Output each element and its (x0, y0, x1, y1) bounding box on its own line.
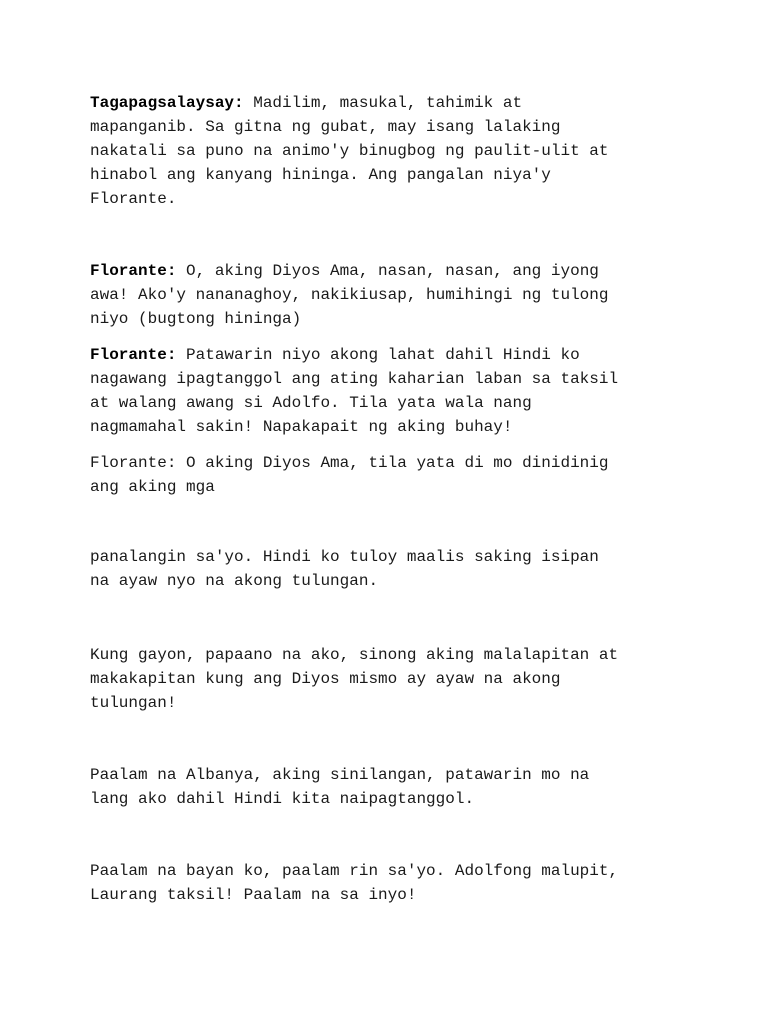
farewell-paragraph-2 (90, 859, 690, 907)
continuation-paragraph-1 (90, 545, 690, 593)
dialogue-text: Paalam na bayan ko, paalam rin sa'yo. Adolfong malupit, Laurang taksil! Paalam na sa inyo! (90, 862, 619, 904)
dialogue-text: Patawarin niyo akong lahat dahil Hindi ko nagawang ipagtanggol ang ating kaharian laban sa taksil at walang awang si Adolfo. Tila yata wala nang nagmamahal sakin! Napakapait ng aking buhay! (90, 346, 619, 436)
dialogue-text: Paalam na Albanya, aking sinilangan, patawarin mo na lang ako dahil Hindi kita naipagtanggol. (90, 766, 590, 808)
florante-paragraph-2 (90, 343, 690, 439)
dialogue-text: panalangin sa'yo. Hindi ko tuloy maalis saking isipan na ayaw nyo na akong tulungan. (90, 548, 599, 590)
speaker-label: Florante: (90, 346, 177, 364)
dialogue-text: Florante: O aking Diyos Ama, tila yata di mo dinidinig ang aking mga (90, 454, 609, 496)
continuation-paragraph-2 (90, 643, 690, 715)
narrator-paragraph (90, 91, 690, 211)
florante-paragraph-1 (90, 259, 690, 331)
florante-paragraph-3 (90, 451, 690, 499)
dialogue-text: O, aking Diyos Ama, nasan, nasan, ang iyong awa! Ako'y nananaghoy, nakikiusap, humihingi ng tulong niyo (bugtong hininga) (90, 262, 609, 328)
speaker-label: Tagapagsalaysay: (90, 94, 244, 112)
speaker-label: Florante: (90, 262, 177, 280)
dialogue-text: Madilim, masukal, tahimik at mapanganib. Sa gitna ng gubat, may isang lalaking nakatali sa puno na animo'y binugbog ng paulit-ulit at hinabol ang kanyang hininga. Ang pangalan niya'y Florante. (90, 94, 609, 208)
farewell-paragraph-1 (90, 763, 690, 811)
dialogue-text: Kung gayon, papaano na ako, sinong aking malalapitan at makakapitan kung ang Diyos mismo ay ayaw na akong tulungan! (90, 646, 619, 712)
